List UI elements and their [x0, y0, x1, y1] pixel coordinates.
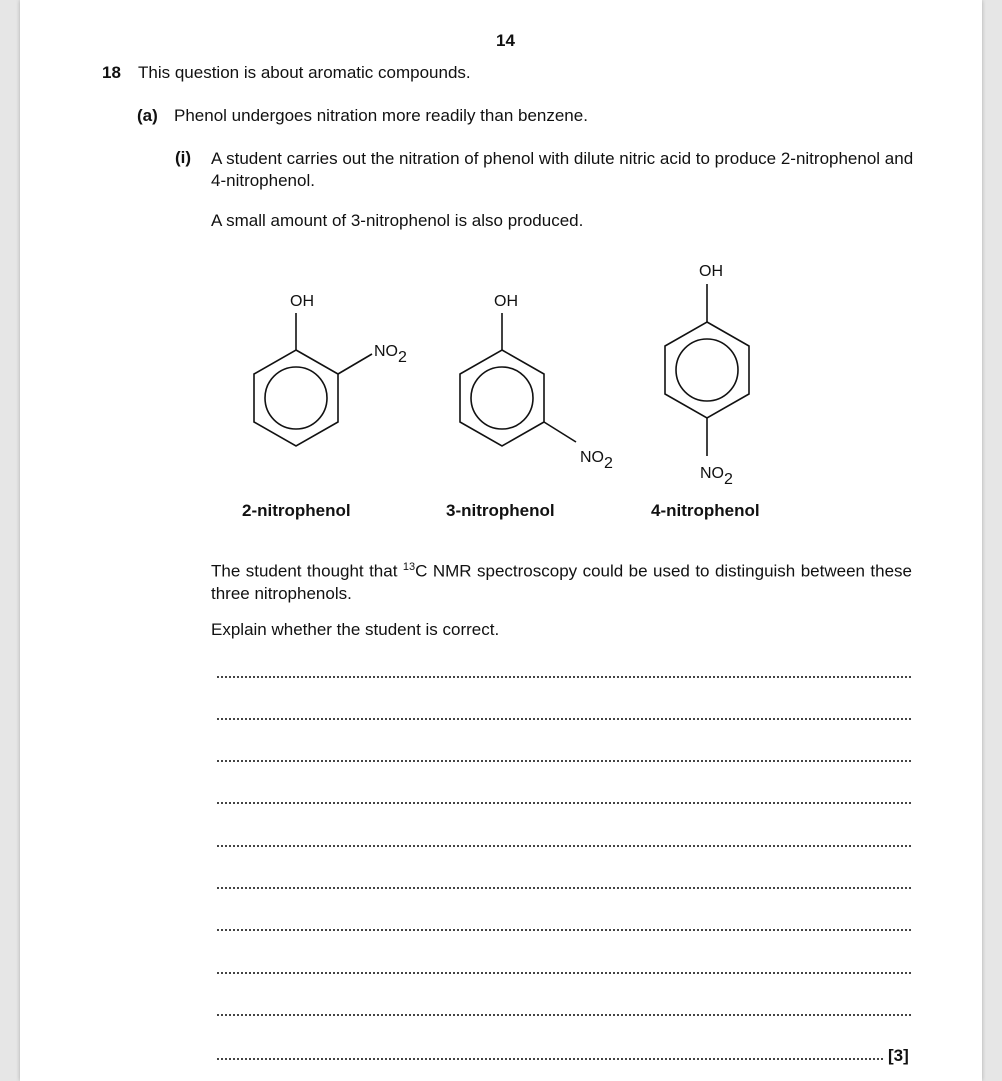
question-number: 18: [102, 63, 121, 82]
answer-line[interactable]: [217, 972, 911, 974]
small-amount-text: A small amount of 3-nitrophenol is also produced.: [211, 211, 584, 230]
name-3-nitrophenol: 3-nitrophenol: [446, 501, 555, 520]
no2-label: NO2: [580, 449, 613, 472]
marks-label: [3]: [888, 1046, 909, 1065]
answer-line[interactable]: [217, 929, 911, 931]
answer-line[interactable]: [217, 1058, 883, 1060]
part-a-label: (a): [137, 106, 158, 125]
aromatic-circle: [676, 339, 738, 401]
page-number: 14: [496, 31, 515, 50]
nmr-statement: The student thought that $^{13}$C NMR spectroscopy could be used to distinguish between these three nitrophenols.: [211, 561, 913, 603]
structure-3-nitrophenol: [460, 293, 613, 472]
answer-line[interactable]: [217, 1014, 911, 1016]
structure-2-nitrophenol: [254, 293, 407, 446]
answer-line[interactable]: [217, 718, 911, 720]
bond-no2: [338, 354, 372, 374]
nitrophenol-structures: [20, 0, 982, 500]
name-2-nitrophenol: 2-nitrophenol: [242, 501, 351, 520]
aromatic-circle: [265, 367, 327, 429]
oh-label: OH: [290, 293, 314, 310]
benzene-ring: [460, 350, 544, 446]
bond-no2: [544, 422, 576, 442]
answer-line[interactable]: [217, 760, 911, 762]
name-4-nitrophenol: 4-nitrophenol: [651, 501, 760, 520]
no2-label: NO2: [374, 343, 407, 366]
answer-line[interactable]: [217, 676, 911, 678]
part-i-text: A student carries out the nitration of phenol with dilute nitric acid to produce 2-nitrophenol and 4-nitrophenol.: [211, 149, 914, 190]
part-a-text: Phenol undergoes nitration more readily than benzene.: [174, 106, 588, 125]
no2-label: NO2: [700, 465, 733, 488]
oh-label: OH: [699, 263, 723, 280]
aromatic-circle: [471, 367, 533, 429]
answer-line[interactable]: [217, 887, 911, 889]
oh-label: OH: [494, 293, 518, 310]
benzene-ring: [254, 350, 338, 446]
part-i-label: (i): [175, 148, 192, 167]
explain-prompt: Explain whether the student is correct.: [211, 620, 500, 639]
exam-page: [20, 0, 982, 1081]
question-stem: This question is about aromatic compounds.: [138, 63, 471, 82]
answer-line[interactable]: [217, 845, 911, 847]
answer-line[interactable]: [217, 802, 911, 804]
benzene-ring: [665, 322, 749, 418]
structure-4-nitrophenol: [665, 263, 749, 488]
